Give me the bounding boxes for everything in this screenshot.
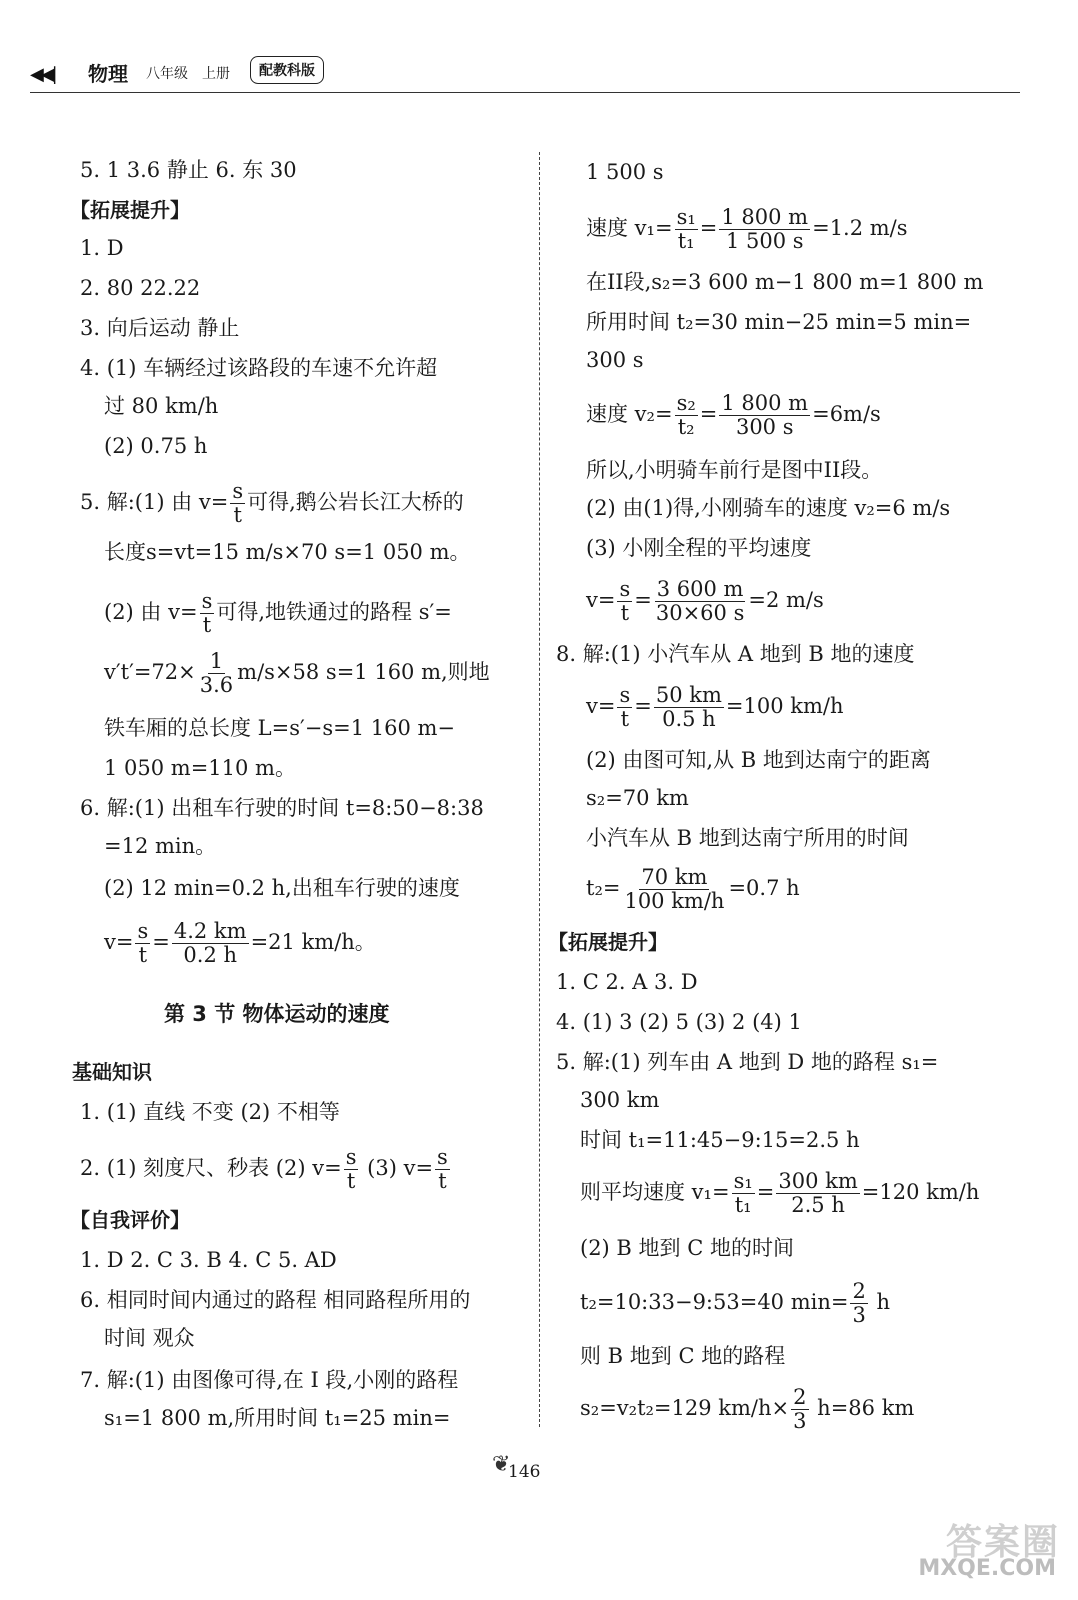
text: v=	[586, 588, 616, 613]
header-arrows-icon: ◀◀|	[30, 64, 55, 85]
numerator: s₂	[676, 391, 696, 415]
denominator: t₁	[677, 229, 695, 254]
text: =	[756, 1180, 775, 1205]
numerator: 1 800 m	[721, 205, 809, 229]
answer-line: 所以,小明骑车前行是图中II段。	[586, 458, 883, 482]
numerator: s₁	[676, 205, 696, 229]
denominator: 100 km/h	[624, 889, 725, 914]
answer-line: 时间 t₁=11:45−9:15=2.5 h	[580, 1128, 860, 1152]
answer-line: (2) 0.75 h	[104, 434, 208, 458]
answer-line: 4. (1) 车辆经过该路段的车速不允许超	[80, 356, 438, 380]
numerator: s	[437, 1145, 448, 1169]
text: v=	[586, 694, 616, 719]
numerator: s	[619, 683, 631, 707]
header-subject: 物理	[88, 62, 128, 86]
text: (2) 由 v=	[104, 600, 198, 625]
numerator: 70 km	[641, 865, 708, 889]
numerator: 50 km	[655, 683, 722, 707]
fraction	[200, 590, 215, 637]
text: v=	[104, 930, 134, 955]
fraction	[675, 206, 698, 253]
denominator: t	[346, 1169, 356, 1194]
header-volume: 上册	[202, 66, 230, 82]
watermark-url: MXQE.COM	[918, 1556, 1056, 1581]
formula-line	[104, 650, 490, 697]
answer-line: 在II段,s₂=3 600 m−1 800 m=1 800 m	[586, 270, 984, 294]
column-divider	[539, 152, 540, 1427]
page-header	[30, 56, 1020, 96]
answer-line: 6. 相同时间内通过的路程 相同路程所用的	[80, 1288, 471, 1312]
text: =0.7 h	[728, 876, 800, 901]
denominator: 3	[852, 1303, 866, 1328]
text: =120 km/h	[861, 1180, 980, 1205]
fraction	[654, 578, 747, 625]
formula-line	[586, 392, 881, 439]
answer-line: 2. 80 22.22	[80, 276, 201, 300]
formula-line	[580, 1280, 890, 1327]
text: h	[869, 1290, 891, 1315]
header-edition-badge: 配教科版	[250, 56, 324, 84]
denominator: t	[620, 601, 630, 626]
section-heading: 【自我评价】	[70, 1208, 190, 1232]
fraction	[675, 392, 698, 439]
text: v′t′=72×	[104, 660, 196, 685]
fraction	[135, 920, 150, 967]
watermark	[870, 1514, 1060, 1584]
text: 2. (1) 刻度尺、秒表 (2) v=	[80, 1156, 342, 1181]
formula-line	[586, 578, 824, 625]
fraction	[172, 920, 249, 967]
fraction	[850, 1280, 867, 1327]
denominator: t	[620, 707, 630, 732]
denominator: 0.2 h	[183, 943, 238, 968]
answer-line: 时间 观众	[104, 1326, 195, 1350]
header-rule	[30, 92, 1020, 93]
text: 则平均速度 v₁=	[580, 1180, 730, 1205]
numerator: 4.2 km	[173, 919, 247, 943]
denominator: t₁	[734, 1193, 752, 1218]
answer-line: 6. 解:(1) 出租车行驶的时间 t=8:50−8:38	[80, 796, 484, 820]
formula-line	[580, 1386, 914, 1433]
fraction	[435, 1146, 450, 1193]
page-footer	[490, 1452, 570, 1502]
fraction	[719, 392, 810, 439]
text: t₂=10:33−9:53=40 min=	[580, 1290, 849, 1315]
answer-line: 3. 向后运动 静止	[80, 316, 240, 340]
numerator: s	[345, 1145, 357, 1169]
fraction	[617, 578, 632, 625]
fraction	[617, 684, 632, 731]
numerator: s	[201, 589, 213, 613]
text: =1.2 m/s	[812, 216, 908, 241]
text: =100 km/h	[725, 694, 844, 719]
chapter-title: 第 3 节 物体运动的速度	[164, 1002, 390, 1026]
formula-line	[104, 920, 376, 967]
text: 速度 v₂=	[586, 402, 673, 427]
page-number: 146	[508, 1462, 541, 1482]
answer-line: 长度s=vt=15 m/s×70 s=1 050 m。	[104, 540, 471, 564]
answer-line: (2) 由(1)得,小刚骑车的速度 v₂=6 m/s	[586, 496, 951, 520]
formula-line	[580, 1170, 979, 1217]
watermark-logo-text: 答案圈	[945, 1522, 1060, 1563]
answer-line: 7. 解:(1) 由图像可得,在 I 段,小刚的路程	[80, 1368, 459, 1392]
text: m/s×58 s=1 160 m,则地	[237, 660, 490, 685]
formula-line	[80, 480, 464, 527]
text: =	[152, 930, 170, 955]
text: =2 m/s	[748, 588, 824, 613]
fraction	[791, 1386, 808, 1433]
denominator: t	[233, 503, 242, 528]
formula-line	[104, 590, 452, 637]
denominator: 3	[793, 1409, 807, 1434]
fraction	[776, 1170, 859, 1217]
answer-line: 所用时间 t₂=30 min−25 min=5 min=	[586, 310, 972, 334]
denominator: 300 s	[735, 415, 794, 440]
text: 速度 v₁=	[586, 216, 673, 241]
section-heading: 基础知识	[72, 1060, 152, 1084]
numerator: 1 800 m	[721, 391, 809, 415]
answer-line: 1. D	[80, 236, 124, 260]
answer-line: (2) B 地到 C 地的时间	[580, 1236, 794, 1260]
numerator: 1	[209, 649, 224, 673]
answer-line: 300 km	[580, 1088, 660, 1112]
answer-line: 5. 解:(1) 列车由 A 地到 D 地的路程 s₁=	[556, 1050, 939, 1074]
numerator: s	[619, 577, 631, 601]
fraction	[198, 650, 235, 697]
answer-line: 300 s	[586, 348, 644, 372]
answer-line: s₁=1 800 m,所用时间 t₁=25 min=	[104, 1406, 451, 1430]
answer-line: =12 min。	[104, 834, 217, 858]
answer-line: s₂=70 km	[586, 786, 689, 810]
denominator: 3.6	[199, 673, 234, 698]
formula-line	[586, 684, 844, 731]
denominator: 2.5 h	[791, 1193, 845, 1218]
leaf-icon: ❦	[492, 1452, 511, 1477]
text: (3) v=	[360, 1156, 434, 1181]
answer-line: 铁车厢的总长度 L=s′−s=1 160 m−	[104, 716, 456, 740]
denominator: t	[138, 943, 148, 968]
answer-line: 则 B 地到 C 地的路程	[580, 1344, 786, 1368]
answer-line: (3) 小刚全程的平均速度	[586, 536, 812, 560]
answer-line: 小汽车从 B 地到达南宁所用的时间	[586, 826, 909, 850]
text: 5. 解:(1) 由 v=	[80, 490, 229, 515]
text: s₂=v₂t₂=129 km/h×	[580, 1396, 790, 1421]
fraction	[719, 206, 810, 253]
text: =6m/s	[812, 402, 881, 427]
section-heading: 【拓展提升】	[70, 198, 190, 222]
text: h=86 km	[810, 1396, 915, 1421]
answer-line: 过 80 km/h	[104, 394, 219, 418]
text: 可得,地铁通过的路程 s′=	[216, 600, 452, 625]
numerator: 300 km	[778, 1169, 858, 1193]
denominator: 30×60 s	[655, 601, 745, 626]
numerator: 2	[852, 1279, 866, 1303]
answer-line: 1. (1) 直线 不变 (2) 不相等	[80, 1100, 340, 1124]
denominator: t	[438, 1169, 447, 1194]
formula-line	[586, 866, 800, 913]
text: t₂=	[586, 876, 621, 901]
answer-line: 1 500 s	[586, 160, 664, 184]
answer-line: 8. 解:(1) 小汽车从 A 地到 B 地的速度	[556, 642, 915, 666]
formula-line	[586, 206, 908, 253]
text: =21 km/h。	[250, 930, 376, 955]
text: =	[699, 402, 718, 427]
header-grade: 八年级	[146, 66, 188, 82]
text: =	[634, 588, 652, 613]
denominator: 1 500 s	[725, 229, 804, 254]
denominator: 0.5 h	[662, 707, 716, 732]
numerator: 2	[793, 1385, 807, 1409]
fraction	[732, 1170, 755, 1217]
answer-line: 1. D 2. C 3. B 4. C 5. AD	[80, 1248, 337, 1272]
denominator: t₂	[677, 415, 695, 440]
answer-line: (2) 由图可知,从 B 地到达南宁的距离	[586, 748, 931, 772]
formula-line	[80, 1146, 452, 1193]
answer-line: 5. 1 3.6 静止 6. 东 30	[80, 158, 297, 182]
fraction	[654, 684, 724, 731]
text: 可得,鹅公岩长江大桥的	[247, 490, 464, 515]
fraction	[230, 480, 245, 527]
answer-line: 1. C 2. A 3. D	[556, 970, 698, 994]
answer-line: 1 050 m=110 m。	[104, 756, 296, 780]
section-heading: 【拓展提升】	[548, 930, 668, 954]
answer-line: 4. (1) 3 (2) 5 (3) 2 (4) 1	[556, 1010, 802, 1034]
fraction	[344, 1146, 359, 1193]
numerator: s	[232, 479, 244, 503]
answer-line: (2) 12 min=0.2 h,出租车行驶的速度	[104, 876, 460, 900]
numerator: 3 600 m	[656, 577, 744, 601]
fraction	[622, 866, 726, 913]
numerator: s₁	[733, 1169, 753, 1193]
text: =	[699, 216, 718, 241]
numerator: s	[137, 919, 149, 943]
denominator: t	[202, 613, 212, 638]
text: =	[634, 694, 652, 719]
